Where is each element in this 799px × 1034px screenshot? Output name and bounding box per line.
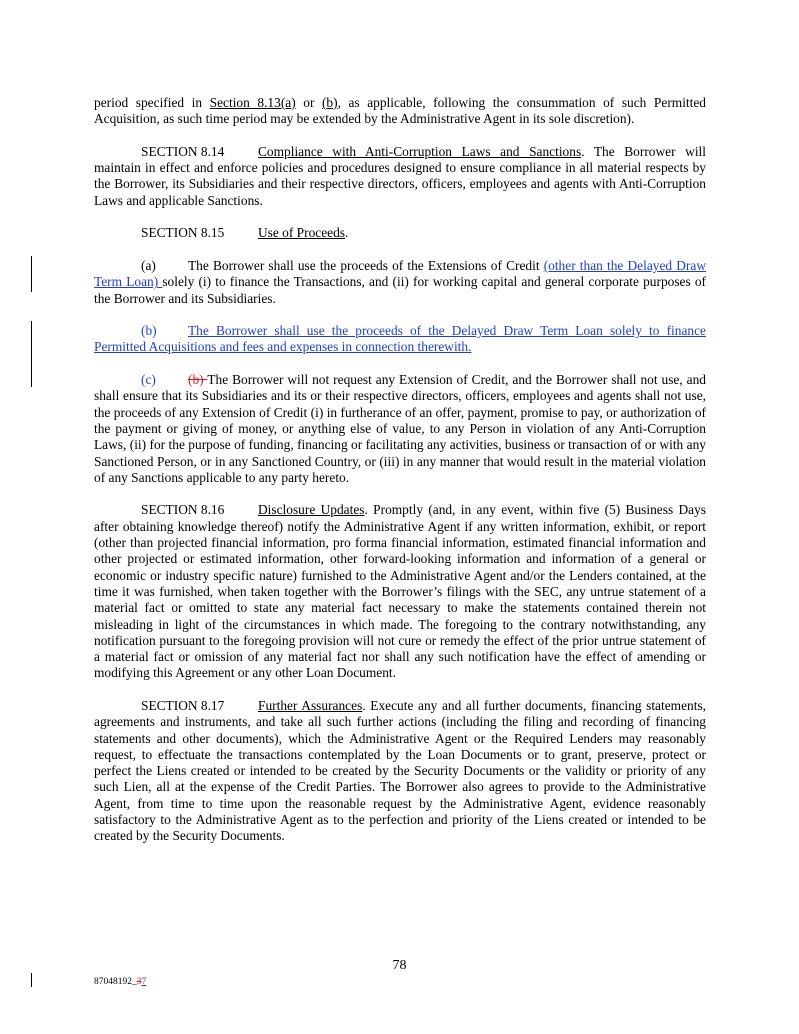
document-id xyxy=(94,977,146,988)
section-title: Compliance with Anti-Corruption Laws and Sanctions xyxy=(258,143,582,159)
doc-id-base: 87048192_ xyxy=(94,977,137,987)
section-body: . Promptly (and, in any event, within five (5) Business Days after obtaining knowledge thereof) notify the Administrative Agent if any written information, exhibit, or report (other than projected financial information, pro forma financial information, estimated financial information and other projected or estimated information, other forward-looking information and information of a general or economic or industry specific nature) furnished to the Administrative Agent and/or the Lenders contained, at the time it was furnished, when taken together with the Borrower’s filings with the SEC, any untrue statement of a material fact or omitted to state any material fact necessary to make the statements contained therein not misleading in light of the circumstances in which made. The foregoing to the contrary notwithstanding, any notification pursuant to the foregoing provision will not cure or remedy the effect of the prior untrue statement of a material fact or omission of any material fact nor shall any such notification have the effect of amending or modifying this Agreement or any other Loan Document. xyxy=(94,502,707,681)
section-body: . The Borrower will maintain in effect and enforce policies and procedures designed to ensure compliance in all material respects by the Borrower, its Subsidiaries and their respective directors, officers, employees and agents with Anti-Corruption Laws and applicable Sanctions. xyxy=(94,143,706,208)
page-number: 78 xyxy=(392,958,407,973)
intro-text-2: or xyxy=(295,95,322,110)
intro-paragraph xyxy=(94,95,706,128)
section-title: Use of Proceeds xyxy=(258,225,346,241)
clause-label: (c) xyxy=(141,372,156,388)
clause-label: (a) xyxy=(141,257,156,273)
section-8-16 xyxy=(94,502,706,681)
clause-text: The Borrower will not request any Extension of Credit, and the Borrower shall not use, and shall ensure that its Subsidiaries and its or their respective directors, officers, employees and agents shall not use, the proceeds of any Extension of Credit (i) in furtherance of an offer, payment, promise to pay, or authorization of the payment or giving of money, or anything else of value, to any Person in violation of any Anti-Corruption Laws, (ii) for the purpose of funding, financing or facilitating any activities, business or transaction of or with any Sanctioned Person, or in any Sanctioned Country, or (iii) in any manner that would result in the material violation of any Sanctions applicable to any party hereto. xyxy=(94,372,706,485)
section-8-14 xyxy=(94,144,706,209)
doc-id-deleted: 3 xyxy=(136,977,142,987)
doc-id-inserted: 7 xyxy=(141,977,147,987)
section-number: SECTION 8.14 xyxy=(141,143,225,159)
clause-8-15-c xyxy=(94,372,706,486)
section-body: . Execute any and all further documents, financing statements, agreements and instruments, and take all such further actions (including the filing and recording of financing statements and other documents), which the Administrative Agent or the Required Lenders may reasonably request, to effectuate the transactions contemplated by the Loan Documents or to grant, preserve, protect or perfect the Liens created or intended to be created by the Security Documents or the validity or priority of any such Lien, all at the expense of the Credit Parties. The Borrower also agrees to provide to the Administrative Agent, from time to time upon the reasonable request by the Administrative Agent, evidence reasonably satisfactory to the Administrative Agent as to the perfection and priority of the Liens created or intended to be created by the Security Documents. xyxy=(94,697,707,844)
change-bar xyxy=(31,973,32,987)
clause-text-2: solely (i) to finance the Transactions, and (ii) for working capital and general corporate purposes of the Borrower and its Subsidiaries. xyxy=(94,274,706,306)
intro-text-1: period specified in xyxy=(94,95,210,110)
clause-8-15-a xyxy=(94,258,706,307)
section-number: SECTION 8.15 xyxy=(141,225,225,241)
clause-label: (b) xyxy=(141,323,157,339)
section-ref-8-13a: Section 8.13(a) xyxy=(209,95,296,110)
section-number: SECTION 8.16 xyxy=(141,502,225,518)
change-bar xyxy=(31,321,32,387)
section-ref-b: (b) xyxy=(321,95,338,110)
section-8-17 xyxy=(94,698,706,845)
deleted-text: (b) xyxy=(188,372,208,388)
inserted-text: The Borrower shall use the proceeds of the Delayed Draw Term Loan solely to finance Permitted Acquisitions and fees and expenses in connection therewith. xyxy=(94,323,706,355)
section-title-period: . xyxy=(345,225,349,241)
change-bar xyxy=(31,256,32,292)
inserted-text: (other than the Delayed Draw Term Loan) xyxy=(94,257,706,290)
clause-text-1: The Borrower shall use the proceeds of the Extensions of Credit xyxy=(188,257,544,273)
clause-8-15-b xyxy=(94,323,706,356)
document-page xyxy=(94,95,706,861)
section-title: Further Assurances xyxy=(258,697,363,713)
section-title: Disclosure Updates xyxy=(258,502,365,518)
section-number: SECTION 8.17 xyxy=(141,697,225,713)
intro-text-3: , as applicable, following the consummation of such Permitted Acquisition, as such time period may be extended by the Administrative Agent in its sole discretion). xyxy=(94,95,707,127)
section-8-15-heading xyxy=(94,225,706,241)
